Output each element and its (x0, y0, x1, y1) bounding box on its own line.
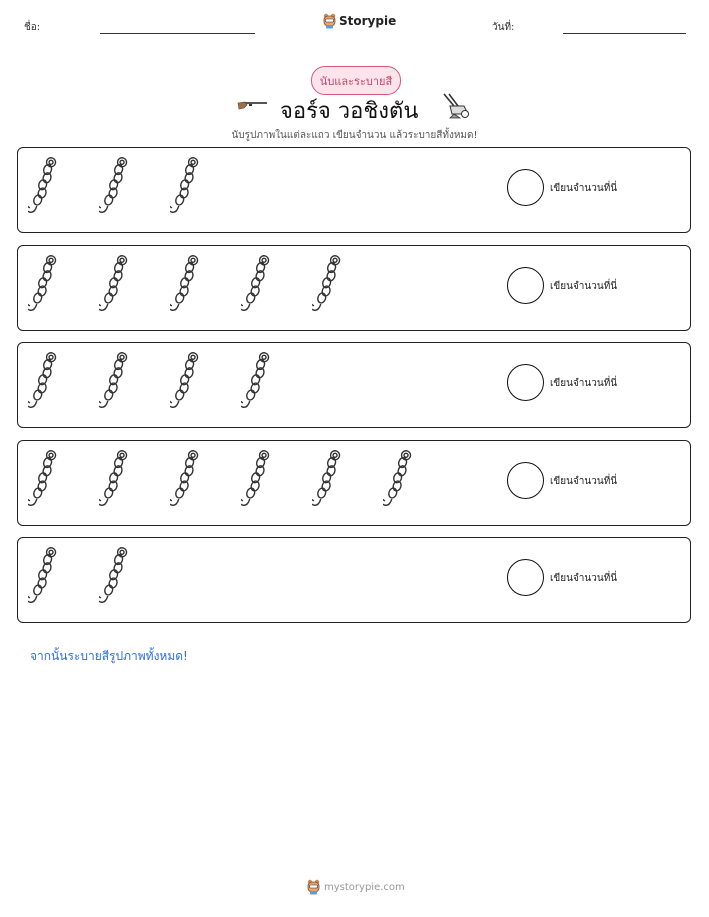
answer-label: เขียนจำนวนที่นี่ (550, 476, 618, 487)
storypie-mascot-icon (323, 13, 336, 29)
chain-hook-icon (99, 448, 129, 516)
count-row-5 (17, 537, 691, 623)
chain-hook-icon (28, 448, 58, 516)
answer-label: เขียนจำนวนที่นี่ (550, 378, 618, 389)
chain-hook-icon (170, 448, 200, 516)
count-row-3 (17, 342, 691, 428)
chain-hook-icon (170, 350, 200, 418)
chain-hook-icon (99, 253, 129, 321)
count-row-4 (17, 440, 691, 526)
chain-hook-icon (312, 448, 342, 516)
answer-label: เขียนจำนวนที่นี่ (550, 183, 618, 194)
chain-hook-icon (170, 155, 200, 223)
picture-group (18, 441, 478, 527)
chain-hook-icon (170, 253, 200, 321)
footer-url: mystorypie.com (324, 881, 405, 893)
answer-circle[interactable] (507, 364, 544, 401)
picture-group (18, 343, 478, 429)
chain-hook-icon (241, 448, 271, 516)
storypie-mascot-icon (307, 879, 320, 895)
date-label: วันที่: (492, 22, 515, 33)
picture-group (18, 148, 478, 234)
date-line[interactable] (563, 33, 686, 34)
answer-label: เขียนจำนวนที่นี่ (550, 281, 618, 292)
answer-label: เขียนจำนวนที่นี่ (550, 573, 618, 584)
count-row-1 (17, 147, 691, 233)
worksheet-title: จอร์จ วอชิงตัน (280, 99, 419, 124)
chain-hook-icon (99, 350, 129, 418)
answer-circle[interactable] (507, 267, 544, 304)
name-line[interactable] (100, 33, 255, 34)
chain-hook-icon (28, 545, 58, 613)
brand-logo (323, 13, 396, 29)
chain-hook-icon (241, 350, 271, 418)
plow-icon (440, 92, 472, 120)
chain-hook-icon (99, 155, 129, 223)
instructions: นับรูปภาพในแต่ละแถว เขียนจำนวน แล้วระบายสีทั้งหมด! (231, 130, 478, 141)
footer-brand (307, 879, 405, 895)
count-row-2 (17, 245, 691, 331)
chain-hook-icon (241, 253, 271, 321)
answer-circle[interactable] (507, 559, 544, 596)
musket-icon (236, 99, 268, 111)
chain-hook-icon (312, 253, 342, 321)
coloring-note: จากนั้นระบายสีรูปภาพทั้งหมด! (30, 649, 188, 663)
answer-circle[interactable] (507, 169, 544, 206)
chain-hook-icon (28, 350, 58, 418)
category-badge: นับและระบายสี (311, 66, 401, 95)
chain-hook-icon (383, 448, 413, 516)
brand-name: Storypie (339, 14, 397, 28)
name-label: ชื่อ: (24, 22, 41, 33)
chain-hook-icon (28, 253, 58, 321)
picture-group (18, 538, 478, 624)
picture-group (18, 246, 478, 332)
chain-hook-icon (28, 155, 58, 223)
answer-circle[interactable] (507, 462, 544, 499)
chain-hook-icon (99, 545, 129, 613)
